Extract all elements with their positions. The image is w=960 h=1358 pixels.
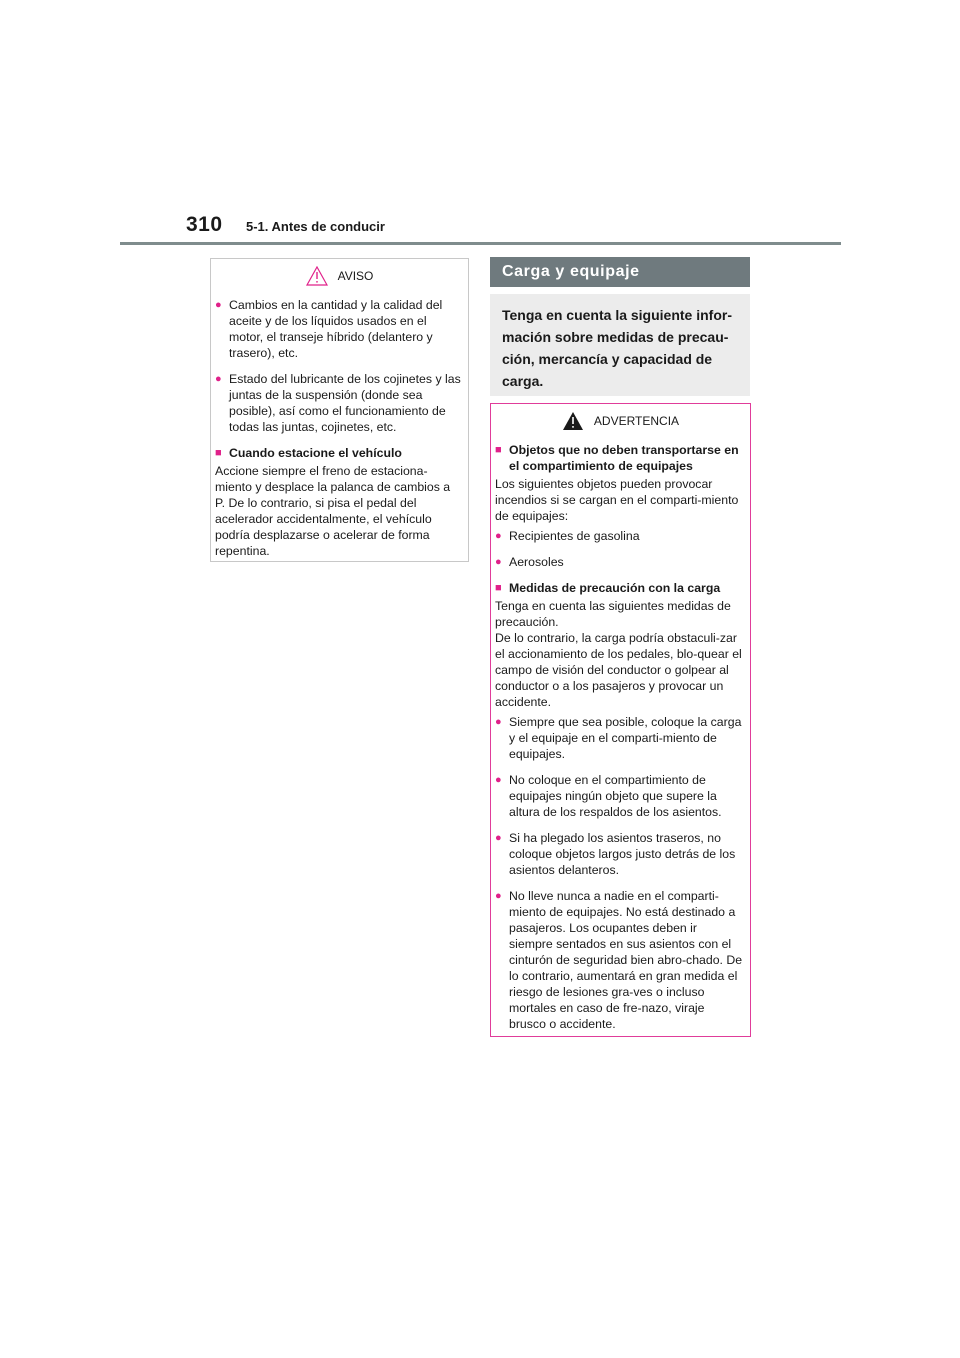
intro-line: mación sobre medidas de precau- <box>502 329 729 345</box>
aviso-title: AVISO <box>337 269 374 283</box>
bullet-text: No lleve nunca a nadie en el comparti-miento de equipajes. No está destinado a pasajeros. Los ocupantes deben ir siempre sentados en sus asientos con el cinturón de seguridad bien abro-chado. De lo contrario, aumentará en gran medida el riesgo de lesiones gra-ves o incluso mortales en caso de fre-nazo, viraje brusco o accidente. <box>509 889 743 1031</box>
aviso-header <box>211 261 468 291</box>
paragraph: Accione siempre el freno de estaciona-miento y desplace la palanca de cambios a P. De lo contrario, si pisa el pedal del acelerador accidentalmente, el vehículo podría desplazarse o acelerar de forma repentina. <box>215 464 451 558</box>
subheading <box>495 580 744 596</box>
bullet-dot-icon: ● <box>215 373 222 385</box>
bullet-dot-icon: ● <box>495 556 502 568</box>
paragraph: Tenga en cuenta las siguientes medidas de precaución. <box>495 599 731 629</box>
bullet-text: Aerosoles <box>509 555 564 569</box>
bullet-text: Cambios en la cantidad y la calidad del aceite y de los líquidos usados en el motor, el transeje híbrido (delantero y trasero), etc. <box>229 298 443 360</box>
square-bullet-icon: ■ <box>215 447 222 459</box>
bullet-dot-icon: ● <box>495 890 502 902</box>
paragraph: De lo contrario, la carga podría obstaculi-zar el accionamiento de los pedales, blo-quear el campo de visión del conductor o golpear al conductor o a los pasajeros y provocar un accidente. <box>495 631 742 709</box>
subheading <box>215 445 462 461</box>
bullet-text: Estado del lubricante de los cojinetes y las juntas de la suspensión (donde sea posible), así como el funcionamiento de todas las juntas, cojinetes, etc. <box>229 372 461 434</box>
warning-icon <box>562 411 584 431</box>
intro-line: ción, mercancía y capacidad de <box>502 351 713 367</box>
bullet-text: No coloque en el compartimiento de equipajes ningún objeto que supere la altura de los respaldos de los asientos. <box>509 773 722 819</box>
intro-line: carga. <box>502 373 544 389</box>
list-item <box>495 888 744 1032</box>
bullet-dot-icon: ● <box>215 299 222 311</box>
list-item <box>215 371 462 435</box>
list-item <box>495 772 744 820</box>
section-label: 5-1. Antes de conducir <box>246 219 385 234</box>
list-item <box>495 830 744 878</box>
square-bullet-icon: ■ <box>495 582 502 594</box>
intro-box <box>490 294 750 396</box>
advertencia-box <box>490 403 751 1037</box>
square-bullet-icon: ■ <box>495 444 502 456</box>
subheading-text: Objetos que no deben transportarse en el compartimiento de equipajes <box>509 443 739 473</box>
subheading-text: Cuando estacione el vehículo <box>229 446 402 460</box>
paragraph: Los siguientes objetos pueden provocar incendios si se cargan en el comparti-miento de equipajes: <box>495 477 739 523</box>
subheading <box>495 442 744 474</box>
intro-line: Tenga en cuenta la siguiente infor- <box>502 307 732 323</box>
caution-icon <box>306 266 328 286</box>
bullet-text: Siempre que sea posible, coloque la carga y el equipaje en el comparti-miento de equipajes. <box>509 715 742 761</box>
list-item <box>495 714 744 762</box>
bullet-dot-icon: ● <box>495 530 502 542</box>
list-item <box>215 297 462 361</box>
section-title: Carga y equipaje <box>490 257 750 287</box>
page-number: 310 <box>186 213 223 236</box>
bullet-dot-icon: ● <box>495 832 502 844</box>
advertencia-title: ADVERTENCIA <box>593 414 680 428</box>
aviso-box <box>210 258 469 562</box>
advertencia-header <box>491 406 750 436</box>
bullet-dot-icon: ● <box>495 716 502 728</box>
list-item <box>495 554 744 570</box>
bullet-text: Recipientes de gasolina <box>509 529 640 543</box>
header-rule <box>120 242 841 245</box>
bullet-text: Si ha plegado los asientos traseros, no coloque objetos largos justo detrás de los asientos delanteros. <box>509 831 736 877</box>
list-item <box>495 528 744 544</box>
bullet-dot-icon: ● <box>495 774 502 786</box>
subheading-text: Medidas de precaución con la carga <box>509 581 721 595</box>
